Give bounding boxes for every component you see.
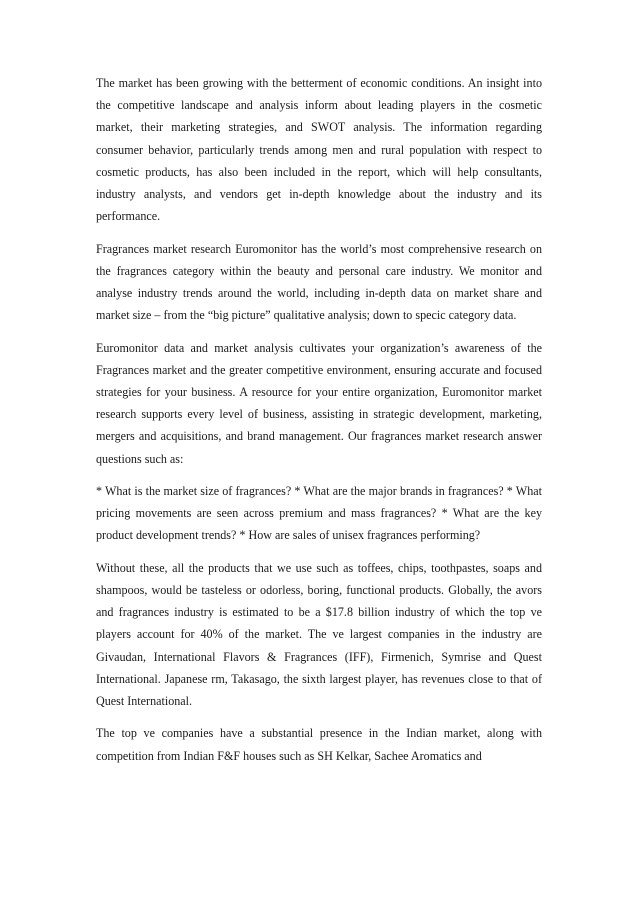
paragraph-fragrances-research: Fragrances market research Euromonitor has the world’s most comprehensive research on the fragrances category within the beauty and personal care industry. We monitor and analyse industry trends around the world, including in-depth data on market share and market size – from the “big picture” qualitative analysis; down to specic category data.: [96, 241, 542, 323]
paragraph-euromonitor-analysis: Euromonitor data and market analysis cultivates your organization’s awareness of the Fragrances market and the greater competitive environment, ensuring accurate and focused strategies for your business. A resource for your entire organization, Euromonitor market research supports every level of business, assisting in strategic development, marketing, mergers and acquisitions, and brand management. Our fragrances market research answer questions such as:: [96, 340, 542, 466]
paragraph-questions: * What is the market size of fragrances? * What are the major brands in fragrances? * What pricing movements are seen across premium and mass fragrances? * What are the key product development trends? * How are sales of unisex fragrances performing?: [96, 484, 542, 543]
paragraph-market-growth: The market has been growing with the betterment of economic conditions. An insight into the competitive landscape and analysis inform about leading players in the cosmetic market, their marketing strategies, and SWOT analysis. The information regarding consumer behavior, particularly trends among men and rural population with respect to cosmetic products, has also been included in the report, which will help consultants, industry analysts, and vendors get in-depth knowledge about the industry and its performance.: [96, 76, 542, 224]
paragraph-indian-market: The top ve companies have a substantial presence in the Indian market, along with competition from Indian F&F houses such as SH Kelkar, Sachee Aromatics and: [96, 726, 542, 763]
paragraph-flavors-industry: Without these, all the products that we use such as toffees, chips, toothpastes, soaps and shampoos, would be tasteless or odorless, boring, functional products. Globally, the avors and fragrances industry is estimated to be a $17.8 billion industry of which the top ve players account for 40% of the market. The ve largest companies in the industry are Givaudan, International Flavors & Fragrances (IFF), Firmenich, Symrise and Quest International. Japanese rm, Takasago, the sixth largest player, has revenues close to that of Quest International.: [96, 560, 542, 709]
document-body: [96, 72, 542, 777]
